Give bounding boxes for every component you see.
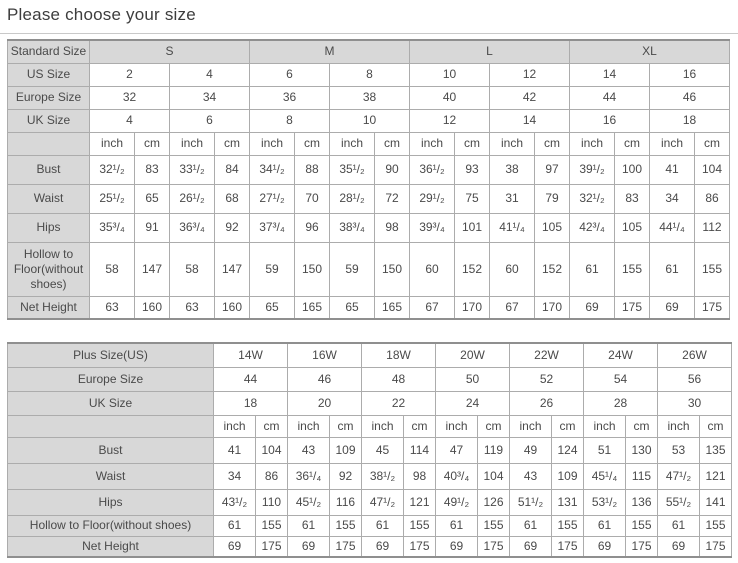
value-cell: 22W [510, 343, 584, 367]
table-row [8, 391, 732, 415]
value-cell: 155 [330, 515, 362, 536]
value-cell: 61 [214, 515, 256, 536]
value-cell: cm [615, 132, 650, 155]
value-cell: cm [478, 415, 510, 437]
value-cell: 20W [436, 343, 510, 367]
value-cell: 14W [214, 343, 288, 367]
value-cell: 38 [490, 155, 535, 184]
value-cell: 104 [695, 155, 730, 184]
value-cell: 18W [362, 343, 436, 367]
value-cell: 8 [250, 109, 330, 132]
value-cell: 40³/₄ [436, 463, 478, 489]
value-cell: cm [552, 415, 584, 437]
value-cell: 54 [584, 367, 658, 391]
value-cell: 53¹/₂ [584, 489, 626, 515]
row-label-cell: Plus Size(US) [8, 343, 214, 367]
value-cell: 35³/₄ [90, 213, 135, 242]
value-cell: 96 [295, 213, 330, 242]
value-cell: 49 [510, 437, 552, 463]
value-cell: 52 [510, 367, 584, 391]
table-row [8, 437, 732, 463]
value-cell: 175 [695, 296, 730, 319]
value-cell: 18 [214, 391, 288, 415]
value-cell: 175 [330, 536, 362, 557]
value-cell: 155 [695, 242, 730, 296]
value-cell: 155 [700, 515, 732, 536]
value-cell: 61 [584, 515, 626, 536]
value-cell: XL [570, 40, 730, 63]
value-cell: 28¹/₂ [330, 184, 375, 213]
value-cell: 40 [410, 86, 490, 109]
value-cell: 83 [615, 184, 650, 213]
value-cell: 109 [552, 463, 584, 489]
value-cell: 29¹/₂ [410, 184, 455, 213]
value-cell: 45¹/₄ [584, 463, 626, 489]
value-cell: 58 [90, 242, 135, 296]
value-cell: 97 [535, 155, 570, 184]
value-cell: 121 [404, 489, 436, 515]
value-cell: cm [215, 132, 250, 155]
value-cell: 160 [215, 296, 250, 319]
value-cell: 88 [295, 155, 330, 184]
table-row [8, 242, 730, 296]
row-label-cell: Hips [8, 213, 90, 242]
value-cell: 47¹/₂ [658, 463, 700, 489]
value-cell: 109 [330, 437, 362, 463]
value-cell: 131 [552, 489, 584, 515]
value-cell: 45 [362, 437, 404, 463]
value-cell: 26W [658, 343, 732, 367]
value-cell: 24W [584, 343, 658, 367]
value-cell: 60 [410, 242, 455, 296]
row-label-cell: Europe Size [8, 367, 214, 391]
row-label-cell: Bust [8, 437, 214, 463]
value-cell: 16 [650, 63, 730, 86]
value-cell: 45¹/₂ [288, 489, 330, 515]
value-cell: 61 [650, 242, 695, 296]
value-cell: cm [135, 132, 170, 155]
value-cell: 47¹/₂ [362, 489, 404, 515]
value-cell: 41 [214, 437, 256, 463]
value-cell: 39¹/₂ [570, 155, 615, 184]
value-cell: cm [256, 415, 288, 437]
value-cell: 69 [584, 536, 626, 557]
value-cell: 147 [135, 242, 170, 296]
row-label-cell: Europe Size [8, 86, 90, 109]
value-cell: 119 [478, 437, 510, 463]
row-label-cell: Hips [8, 489, 214, 515]
row-label-cell: US Size [8, 63, 90, 86]
value-cell: 28 [584, 391, 658, 415]
value-cell: 79 [535, 184, 570, 213]
value-cell: 69 [436, 536, 478, 557]
table-row [8, 213, 730, 242]
value-cell: 51 [584, 437, 626, 463]
value-cell: 34 [650, 184, 695, 213]
value-cell: 32 [90, 86, 170, 109]
value-cell: cm [375, 132, 410, 155]
value-cell: 72 [375, 184, 410, 213]
value-cell: 53 [658, 437, 700, 463]
value-cell: inch [650, 132, 695, 155]
value-cell: inch [362, 415, 404, 437]
table-row [8, 489, 732, 515]
value-cell: 61 [362, 515, 404, 536]
value-cell: 43 [510, 463, 552, 489]
value-cell: 61 [288, 515, 330, 536]
value-cell: 41¹/₄ [490, 213, 535, 242]
value-cell: 61 [570, 242, 615, 296]
value-cell: 4 [170, 63, 250, 86]
value-cell: 155 [478, 515, 510, 536]
row-label-cell: Net Height [8, 296, 90, 319]
value-cell: 116 [330, 489, 362, 515]
value-cell: 36¹/₂ [410, 155, 455, 184]
value-cell: 152 [455, 242, 490, 296]
value-cell: 48 [362, 367, 436, 391]
value-cell: 65 [250, 296, 295, 319]
value-cell: 63 [90, 296, 135, 319]
value-cell: 135 [700, 437, 732, 463]
value-cell: inch [90, 132, 135, 155]
value-cell: cm [535, 132, 570, 155]
value-cell: 68 [215, 184, 250, 213]
value-cell: 92 [330, 463, 362, 489]
value-cell: 58 [170, 242, 215, 296]
table-row [8, 184, 730, 213]
value-cell: 170 [455, 296, 490, 319]
table-row [8, 109, 730, 132]
row-label-cell: Net Height [8, 536, 214, 557]
value-cell: 105 [615, 213, 650, 242]
value-cell: 41 [650, 155, 695, 184]
value-cell: 175 [404, 536, 436, 557]
value-cell: 175 [478, 536, 510, 557]
value-cell: 98 [375, 213, 410, 242]
value-cell: 69 [214, 536, 256, 557]
table-row [8, 40, 730, 63]
value-cell: inch [510, 415, 552, 437]
value-cell: 69 [658, 536, 700, 557]
value-cell: 152 [535, 242, 570, 296]
value-cell: inch [214, 415, 256, 437]
row-label-cell: Hollow to Floor(without shoes) [8, 515, 214, 536]
value-cell: 8 [330, 63, 410, 86]
value-cell: 24 [436, 391, 510, 415]
value-cell: 12 [410, 109, 490, 132]
value-cell: cm [626, 415, 658, 437]
value-cell: cm [330, 415, 362, 437]
value-cell: 155 [626, 515, 658, 536]
value-cell: 121 [700, 463, 732, 489]
value-cell: 75 [455, 184, 490, 213]
value-cell: 6 [170, 109, 250, 132]
value-cell: 6 [250, 63, 330, 86]
value-cell: 4 [90, 109, 170, 132]
value-cell: 65 [135, 184, 170, 213]
value-cell: 38³/₄ [330, 213, 375, 242]
value-cell: cm [295, 132, 330, 155]
table-row [8, 296, 730, 319]
table-row [8, 132, 730, 155]
value-cell: 136 [626, 489, 658, 515]
plus-size-table [7, 342, 732, 558]
value-cell: 147 [215, 242, 250, 296]
value-cell: 56 [658, 367, 732, 391]
value-cell: 101 [455, 213, 490, 242]
row-label-cell: Hollow to Floor(without shoes) [8, 242, 90, 296]
value-cell: 150 [375, 242, 410, 296]
value-cell: 61 [436, 515, 478, 536]
value-cell: 60 [490, 242, 535, 296]
value-cell: 69 [650, 296, 695, 319]
value-cell: 16W [288, 343, 362, 367]
table-row [8, 367, 732, 391]
value-cell: 32¹/₂ [90, 155, 135, 184]
value-cell: 160 [135, 296, 170, 319]
value-cell: inch [436, 415, 478, 437]
value-cell: 155 [404, 515, 436, 536]
value-cell: 115 [626, 463, 658, 489]
value-cell: 69 [570, 296, 615, 319]
value-cell: 44¹/₄ [650, 213, 695, 242]
value-cell: 36¹/₄ [288, 463, 330, 489]
value-cell: 34 [170, 86, 250, 109]
value-cell: 100 [615, 155, 650, 184]
value-cell: 67 [410, 296, 455, 319]
value-cell: 110 [256, 489, 288, 515]
standard-size-table [7, 39, 730, 320]
value-cell: 50 [436, 367, 510, 391]
value-cell: 112 [695, 213, 730, 242]
value-cell: 104 [256, 437, 288, 463]
value-cell: 32¹/₂ [570, 184, 615, 213]
value-cell: 126 [478, 489, 510, 515]
value-cell: 42 [490, 86, 570, 109]
value-cell: 86 [695, 184, 730, 213]
value-cell: 165 [295, 296, 330, 319]
value-cell: 61 [510, 515, 552, 536]
value-cell: 83 [135, 155, 170, 184]
value-cell: 26 [510, 391, 584, 415]
value-cell: 104 [478, 463, 510, 489]
value-cell: 10 [410, 63, 490, 86]
table-row [8, 155, 730, 184]
table-row [8, 415, 732, 437]
value-cell: 105 [535, 213, 570, 242]
value-cell: S [90, 40, 250, 63]
value-cell: 90 [375, 155, 410, 184]
value-cell: 44 [570, 86, 650, 109]
value-cell: inch [288, 415, 330, 437]
value-cell: 36 [250, 86, 330, 109]
value-cell: 42³/₄ [570, 213, 615, 242]
value-cell: 36³/₄ [170, 213, 215, 242]
value-cell: 93 [455, 155, 490, 184]
value-cell: 43¹/₂ [214, 489, 256, 515]
row-label-cell [8, 132, 90, 155]
value-cell: 69 [510, 536, 552, 557]
value-cell: cm [700, 415, 732, 437]
row-label-cell: Bust [8, 155, 90, 184]
value-cell: 51¹/₂ [510, 489, 552, 515]
value-cell: inch [250, 132, 295, 155]
value-cell: 175 [626, 536, 658, 557]
value-cell: 22 [362, 391, 436, 415]
value-cell: 16 [570, 109, 650, 132]
value-cell: 33¹/₂ [170, 155, 215, 184]
title-divider [0, 33, 738, 34]
value-cell: 155 [615, 242, 650, 296]
table-row [8, 515, 732, 536]
value-cell: 165 [375, 296, 410, 319]
value-cell: 39³/₄ [410, 213, 455, 242]
value-cell: 35¹/₂ [330, 155, 375, 184]
value-cell: 46 [288, 367, 362, 391]
value-cell: 84 [215, 155, 250, 184]
value-cell: 67 [490, 296, 535, 319]
value-cell: 14 [490, 109, 570, 132]
value-cell: 170 [535, 296, 570, 319]
value-cell: inch [410, 132, 455, 155]
value-cell: 175 [552, 536, 584, 557]
row-label-cell: Standard Size [8, 40, 90, 63]
value-cell: 30 [658, 391, 732, 415]
value-cell: 43 [288, 437, 330, 463]
value-cell: 98 [404, 463, 436, 489]
value-cell: 47 [436, 437, 478, 463]
value-cell: 18 [650, 109, 730, 132]
value-cell: 130 [626, 437, 658, 463]
value-cell: 12 [490, 63, 570, 86]
value-cell: M [250, 40, 410, 63]
value-cell: 46 [650, 86, 730, 109]
value-cell: 49¹/₂ [436, 489, 478, 515]
value-cell: 124 [552, 437, 584, 463]
value-cell: 175 [615, 296, 650, 319]
value-cell: 55¹/₂ [658, 489, 700, 515]
value-cell: inch [490, 132, 535, 155]
value-cell: 38¹/₂ [362, 463, 404, 489]
value-cell: 25¹/₂ [90, 184, 135, 213]
value-cell: 150 [295, 242, 330, 296]
page-title: Please choose your size [7, 5, 196, 24]
table-row [8, 63, 730, 86]
value-cell: cm [455, 132, 490, 155]
value-cell: 155 [256, 515, 288, 536]
value-cell: 175 [700, 536, 732, 557]
table-row [8, 86, 730, 109]
value-cell: inch [570, 132, 615, 155]
value-cell: 65 [330, 296, 375, 319]
value-cell: inch [658, 415, 700, 437]
value-cell: L [410, 40, 570, 63]
value-cell: 91 [135, 213, 170, 242]
row-label-cell: Waist [8, 463, 214, 489]
value-cell: 27¹/₂ [250, 184, 295, 213]
value-cell: 31 [490, 184, 535, 213]
value-cell: cm [404, 415, 436, 437]
value-cell: 69 [362, 536, 404, 557]
row-label-cell: UK Size [8, 109, 90, 132]
value-cell: 26¹/₂ [170, 184, 215, 213]
row-label-cell: Waist [8, 184, 90, 213]
table-row [8, 463, 732, 489]
value-cell: 70 [295, 184, 330, 213]
table-row [8, 536, 732, 557]
value-cell: 37³/₄ [250, 213, 295, 242]
value-cell: cm [695, 132, 730, 155]
value-cell: 34¹/₂ [250, 155, 295, 184]
value-cell: 175 [256, 536, 288, 557]
value-cell: 92 [215, 213, 250, 242]
value-cell: 155 [552, 515, 584, 536]
value-cell: 38 [330, 86, 410, 109]
value-cell: 59 [330, 242, 375, 296]
value-cell: 14 [570, 63, 650, 86]
value-cell: 114 [404, 437, 436, 463]
value-cell: 141 [700, 489, 732, 515]
value-cell: inch [170, 132, 215, 155]
value-cell: 63 [170, 296, 215, 319]
value-cell: 61 [658, 515, 700, 536]
value-cell: inch [330, 132, 375, 155]
row-label-cell: UK Size [8, 391, 214, 415]
value-cell: 59 [250, 242, 295, 296]
value-cell: 20 [288, 391, 362, 415]
value-cell: 34 [214, 463, 256, 489]
value-cell: 10 [330, 109, 410, 132]
value-cell: 2 [90, 63, 170, 86]
value-cell: 86 [256, 463, 288, 489]
row-label-cell [8, 415, 214, 437]
table-row [8, 343, 732, 367]
value-cell: 44 [214, 367, 288, 391]
value-cell: inch [584, 415, 626, 437]
value-cell: 69 [288, 536, 330, 557]
